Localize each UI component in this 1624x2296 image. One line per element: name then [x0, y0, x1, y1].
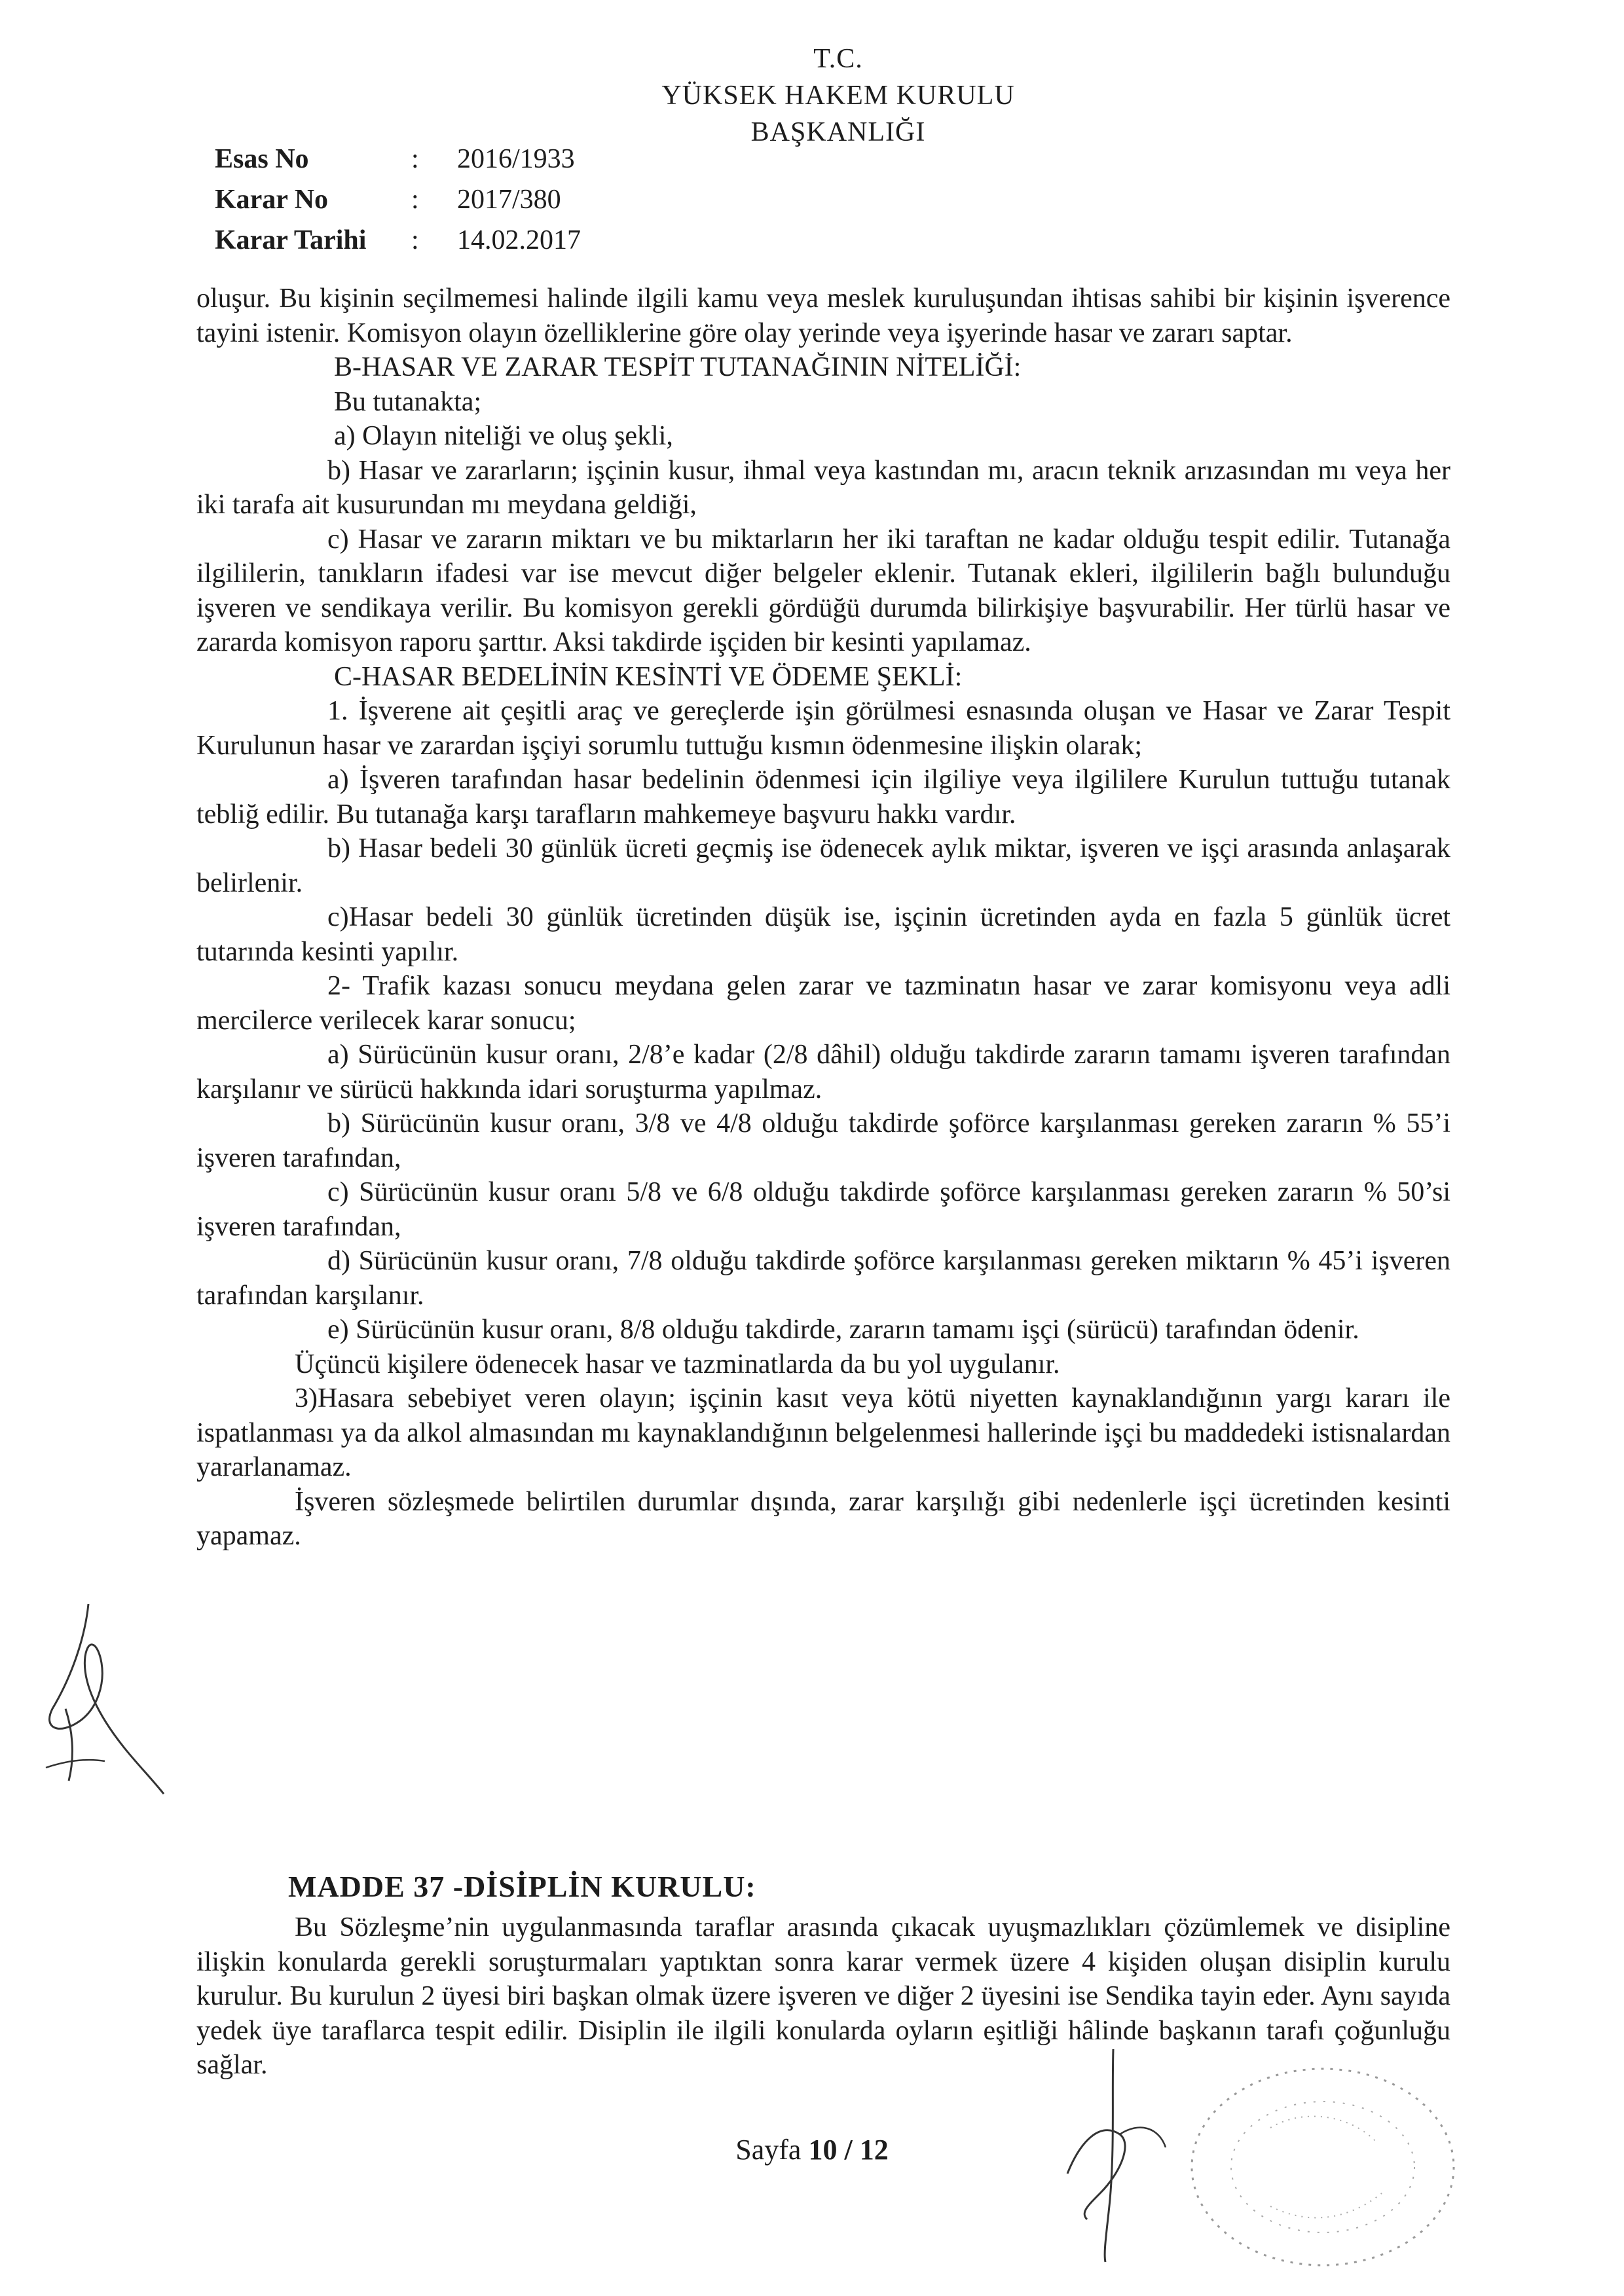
- page-total: 12: [859, 2134, 889, 2166]
- header-department: BAŞKANLIĞI: [750, 117, 926, 147]
- paragraph-c1a: a) İşveren tarafından hasar bedelinin ödenmesi için ilgiliye veya ilgililere Kurulun tuttuğu tutanak tebliğ edilir. Bu tutanağa karşı tarafların mahkemeye başvuru hakkı vardır.: [196, 765, 1450, 829]
- meta-label: Karar No: [215, 185, 329, 215]
- meta-row-esas: [215, 139, 581, 179]
- paragraph-c2: 2- Trafik kazası sonucu meydana gelen zarar ve tazminatın hasar ve zarar komisyonu veya adli mercilerce verilecek karar sonucu;: [196, 971, 1450, 1036]
- meta-value: 2017/380: [457, 185, 561, 215]
- meta-colon: :: [411, 144, 419, 174]
- article-37-text: Bu Sözleşme’nin uygulanmasında taraflar arasında çıkacak uyuşmazlıkları çözümlemek ve disipline ilişkin konularda gerekli soruşturmaları yaptıktan sonra karar vermek üzere 4 kişiden oluşan disiplin kurulu kurulur. Bu kurulun 2 üyesi biri başkan olmak üzere işveren ve diğer 2 üyesini ise Sendika tayin eder. Aynı sayıda yedek üye taraflarca tespit edilir. Disiplin ile ilgili konularda oyların eşitliği hâlinde başkanın tarafı çoğunluğu sağlar.: [196, 1912, 1450, 2080]
- page-current: 10: [808, 2134, 838, 2166]
- case-meta: [215, 139, 581, 261]
- paragraph-b3: c) Hasar ve zararın miktarı ve bu miktarların her iki taraftan ne kadar olduğu tespit edilir. Tutanağa ilgililerin, tanıkların ifadesi var ise mevcut diğer belgeler eklenir. Tutanak ekleri, ilgililerin bağlı bulunduğu işveren ve sendikaya verilir. Bu komisyon gerekli gördüğü durumda bilirkişiye başvurabilir. Her türlü hasar ve zararda komisyon raporu şarttır. Aksi takdirde işçiden bir kesinti yapılamaz.: [196, 524, 1450, 657]
- footer-signature-icon: [1041, 2043, 1185, 2265]
- paragraph-c2c: c) Sürücünün kusur oranı 5/8 ve 6/8 olduğu takdirde şoförce karşılanması gereken zararın % 50’si işveren tarafından,: [196, 1177, 1450, 1242]
- paragraph-c2e: e) Sürücünün kusur oranı, 8/8 olduğu takdirde, zararın tamamı işçi (sürücü) tarafından ödenir.: [327, 1315, 1359, 1345]
- paragraph-b1: a) Olayın niteliği ve oluş şekli,: [334, 421, 673, 451]
- meta-colon: :: [411, 185, 419, 215]
- article-37-title: MADDE 37 -DİSİPLİN KURULU:: [288, 1870, 756, 1903]
- meta-value: 14.02.2017: [457, 225, 581, 255]
- paragraph-c4: İşveren sözleşmede belirtilen durumlar dışında, zarar karşılığı gibi nedenlerle işçi ücretinden kesinti yapamaz.: [196, 1486, 1450, 1551]
- paragraph-c3: 3)Hasara sebebiyet veren olayın; işçinin kasıt veya kötü niyetten kaynaklandığının yargı kararı ile ispatlanması ya da alkol almasından mı kaynaklandığının belgelenmesi hallerinde işçi bu maddedeki istisnalardan yararlanamaz.: [196, 1383, 1450, 1482]
- paragraph-c1b: b) Hasar bedeli 30 günlük ücreti geçmiş ise ödenecek aylık miktar, işveren ve işçi arasında anlaşarak belirlenir.: [196, 833, 1450, 898]
- margin-signature-icon: [26, 1597, 170, 1807]
- paragraph-c1c: c)Hasar bedeli 30 günlük ücretinden düşük ise, işçinin ücretinden ayda en fazla 5 günlük ücret tutarında kesinti yapılır.: [196, 902, 1450, 967]
- meta-colon: :: [411, 225, 419, 255]
- header-tc: T.C.: [813, 44, 863, 74]
- page-prefix: Sayfa: [735, 2134, 809, 2166]
- section-heading-c: C-HASAR BEDELİNİN KESİNTİ VE ÖDEME ŞEKLİ:: [334, 661, 963, 692]
- paragraph-c2a: a) Sürücünün kusur oranı, 2/8’e kadar (2/8 dâhil) olduğu takdirde zararın tamamı işveren tarafından karşılanır ve sürücü hakkında idari soruşturma yapılmaz.: [196, 1040, 1450, 1104]
- paragraph-c2d: d) Sürücünün kusur oranı, 7/8 olduğu takdirde şoförce karşılanması gereken miktarın % 45’i işveren tarafından karşılanır.: [196, 1246, 1450, 1311]
- institution-header: [589, 41, 1087, 151]
- meta-label: Esas No: [215, 144, 309, 174]
- document-body: [196, 282, 1450, 1554]
- meta-value: 2016/1933: [457, 144, 575, 174]
- header-institution: YÜKSEK HAKEM KURULU: [661, 81, 1015, 111]
- paragraph-c2f: Üçüncü kişilere ödenecek hasar ve tazminatlarda da bu yol uygulanır.: [295, 1349, 1060, 1379]
- paragraph-c2b: b) Sürücünün kusur oranı, 3/8 ve 4/8 olduğu takdirde şoförce karşılanması gereken zararın % 55’i işveren tarafından,: [196, 1108, 1450, 1173]
- page-separator: /: [837, 2134, 860, 2166]
- paragraph-c1: 1. İşverene ait çeşitli araç ve gereçlerde işin görülmesi esnasında oluşan ve Hasar ve Zarar Tespit Kurulunun hasar ve zarardan işçiyi sorumlu tuttuğu kısmın ödenmesine ilişkin olarak;: [196, 696, 1450, 761]
- meta-row-karar-no: [215, 179, 581, 220]
- paragraph-b0: Bu tutanakta;: [334, 386, 482, 417]
- meta-row-karar-tarihi: [215, 220, 581, 261]
- official-stamp-icon: [1172, 2049, 1473, 2285]
- paragraph-b2: b) Hasar ve zararların; işçinin kusur, ihmal veya kastından mı, aracın teknik arızasından mı veya her iki tarafa ait kusurundan mı meydana geldiği,: [196, 455, 1450, 520]
- paragraph-intro: oluşur. Bu kişinin seçilmemesi halinde ilgili kamu veya meslek kuruluşundan ihtisas sahibi bir kişinin işverence tayini istenir. Komisyon olayın özelliklerine göre olay yerinde veya işyerinde hasar ve zararı saptar.: [196, 283, 1450, 348]
- section-heading-b: B-HASAR VE ZARAR TESPİT TUTANAĞININ NİTELİĞİ:: [334, 352, 1022, 382]
- meta-label: Karar Tarihi: [215, 225, 367, 255]
